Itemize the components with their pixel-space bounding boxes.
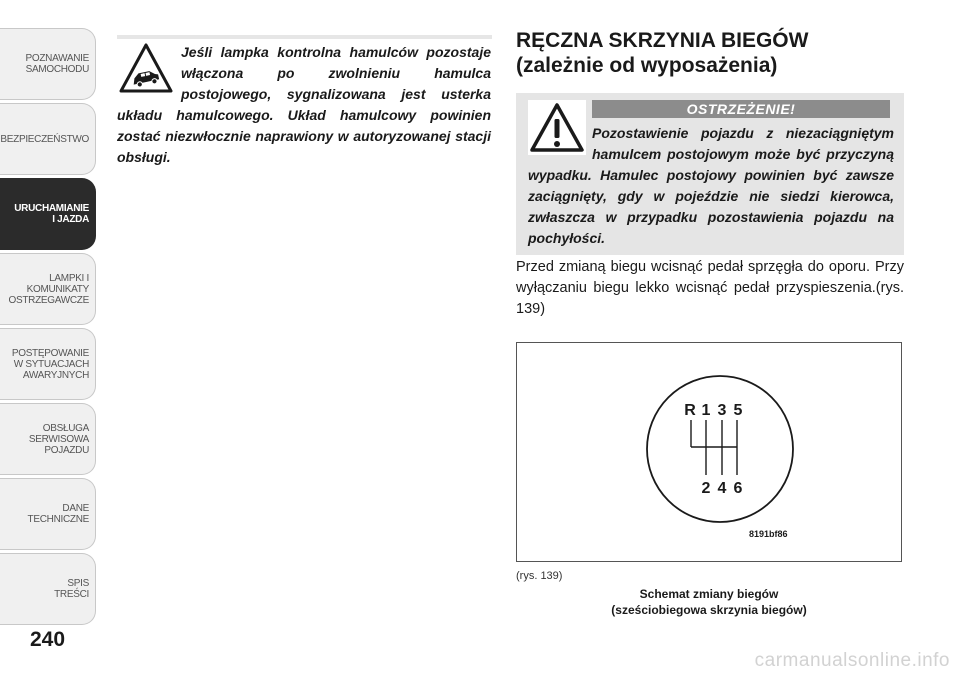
tab-spis-tresci[interactable]: SPIS TREŚCI (0, 553, 96, 625)
shift-knob-circle (647, 376, 793, 522)
gear-label-6: 6 (733, 480, 743, 497)
gear-label-3: 3 (717, 402, 727, 419)
brake-warning-note (117, 42, 491, 168)
figure-caption-line1: Schemat zmiany biegów (639, 587, 779, 601)
tab-obsluga-serwisowa[interactable]: OBSŁUGA SERWISOWA POJAZDU (0, 403, 96, 475)
tab-lampki-i-komunikaty[interactable]: LAMPKI I KOMUNIKATY OSTRZEGAWCZE (0, 253, 96, 325)
tab-postepowanie-awaryjne[interactable]: POSTĘPOWANIE W SYTUACJACH AWARYJNYCH (0, 328, 96, 400)
warning-box (516, 93, 904, 255)
warning-text-block (528, 123, 894, 249)
figure-caption-line2: (sześciobiegowa skrzynia biegów) (611, 603, 807, 617)
watermark: carmanualsonline.info (754, 650, 950, 671)
figure-code: 8191bf86 (749, 529, 788, 539)
section-title (516, 28, 906, 78)
warning-text: Pozostawienie pojazdu z niezaciągniętym hamulcem postojowym może być przyczyną wypadku. Hamulec postojowy powinien być zawsze zaciągnięty, gdy w pojeździe nie siedzi kierowca, zwłaszcza w przypadku pozostawienia pojazdu na pochyłości. (528, 125, 894, 246)
warning-header: OSTRZEŻENIE! (592, 100, 890, 118)
gear-label-1: 1 (701, 402, 711, 419)
section-title-line2: (zależnie od wyposażenia) (516, 54, 778, 77)
note-divider (117, 35, 492, 39)
gear-shift-diagram (516, 342, 902, 562)
gear-label-4: 4 (717, 480, 727, 497)
figure-reference: (rys. 139) (516, 570, 563, 582)
gear-change-instructions: Przed zmianą biegu wcisnąć pedał sprzęgła do oporu. Przy wyłączaniu biegu lekko wcisnąć pedał przyspieszenia.(rys. 139) (516, 259, 904, 317)
figure-caption (516, 586, 902, 618)
gear-label-r: R (684, 402, 696, 419)
brake-warning-note-text: Jeśli lampka kontrolna hamulców pozostaje włączona po zwolnieniu hamulca postojowego, sygnalizowana jest usterka układu hamulcowego. Układ hamulcowy powinien zostać niezwłocznie naprawiony w autoryzowanej stacji obsługi. (117, 44, 491, 165)
gear-label-2: 2 (701, 480, 711, 497)
section-title-line1: RĘCZNA SKRZYNIA BIEGÓW (516, 29, 809, 52)
tab-uruchamianie-i-jazda[interactable]: URUCHAMIANIE I JAZDA (0, 178, 96, 250)
gear-label-5: 5 (733, 402, 743, 419)
tab-bezpieczenstwo[interactable]: BEZPIECZEŃSTWO (0, 103, 96, 175)
page-number: 240 (30, 628, 66, 651)
tab-dane-techniczne[interactable]: DANE TECHNICZNE (0, 478, 96, 550)
tab-poznawanie-samochodu[interactable]: POZNAWANIE SAMOCHODU (0, 28, 96, 100)
